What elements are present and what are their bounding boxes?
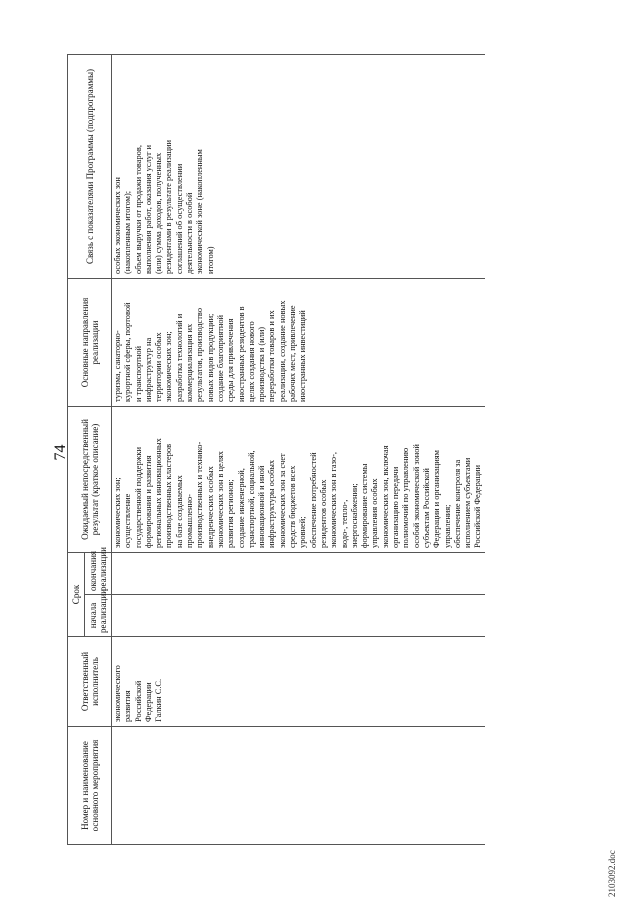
cell-executor: экономического развития Российской Федерации Галкин С.С. [112,637,485,727]
file-name: 2103092.doc [607,850,617,897]
table-row [112,54,485,844]
header-measure: Номер и наименование основного мероприятия [68,727,112,845]
header-end: окончания реализации [85,552,112,594]
cell-start [112,595,485,637]
header-result: Ожидаемый непосредственный результат (краткое описание) [68,406,112,552]
header-start: начала реализации [85,595,112,637]
cell-link: особых экономических зон (накопленным итогом); объем выручки от продажи товаров, выполнения работ, оказания услуг и (или) сумма доходов, полученных резидентами в результате реализации соглашений об осуществлении деятельности в особой экономической зоне (накопленным итогом) [112,54,485,278]
header-row-1 [68,54,85,844]
header-link: Связь с показателями Программы (подпрограммы) [68,54,112,278]
header-directions: Основные направления реализации [68,278,112,406]
cell-directions: туризма, санаторно- курортной сферы, портовой и транспортной инфраструктур на территории особых экономических зон; разработка технологий и коммерциализация их результатов, производство новых видов продукции; создание благоприятной среды для привлечения иностранных резидентов в целях создания нового производства и (или) переработки товаров и их реализации, создание новых рабочих мест, привлечение иностранных инвестиций [112,278,485,406]
header-term: Срок [68,552,85,636]
page-number: 74 [52,444,69,461]
cell-measure [112,727,485,845]
program-table [67,54,485,845]
cell-result: экономических зон; осуществление государственной поддержки формирования и развития региональных инновационных производственных кластеров на базе создаваемых промышленно- производственных и технико- внедренческих особых экономических зон в целях развития регионов; создание инженерной, транспортной, социальной, инновационной и иной инфраструктуры особых экономических зон за счет средств бюджетов всех уровней; обеспечение потребностей резидентов особых экономических зон в газо-, водо-, тепло-, энергоснабжении; формирование системы управления особых экономических зон, включая организацию передачи полномочий по управлению особой экономической зоной субъектам Российской Федерации и организациям управления; обеспечение контроля за исполнением субъектами Российской Федерации [112,406,485,552]
header-executor: Ответственный исполнитель [68,637,112,727]
cell-end [112,552,485,594]
